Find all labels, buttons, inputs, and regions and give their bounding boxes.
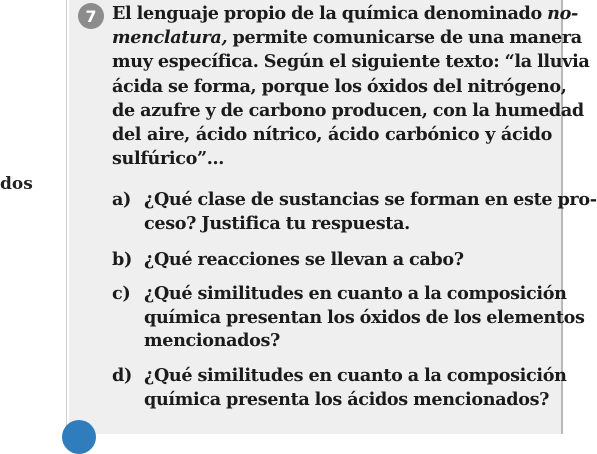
column-divider xyxy=(66,0,67,434)
sub-question-line: ¿Qué similitudes en cuanto a la composición xyxy=(144,365,567,386)
sub-question-letter: a) xyxy=(112,189,132,210)
sub-question-line: ¿Qué reacciones se llevan a cabo? xyxy=(144,249,464,270)
next-question-badge xyxy=(62,420,96,454)
stem-line: muy específica. Según el siguiente texto: “la lluvia xyxy=(112,51,590,73)
stem-line: menclatura, permite comunicarse de una manera xyxy=(112,27,582,49)
sub-question-letter: b) xyxy=(112,249,132,270)
question-stem xyxy=(112,2,590,171)
sub-question-letter: d) xyxy=(112,365,132,386)
sub-question-text xyxy=(144,282,585,353)
question-number-badge: 7 xyxy=(78,3,104,29)
stem-line: sulfúrico”… xyxy=(112,148,225,170)
sub-question-line: mencionados? xyxy=(144,330,280,351)
stem-line: del aire, ácido nítrico, ácido carbónico y ácido xyxy=(112,124,552,146)
stem-line: El lenguaje propio de la química denominado no- xyxy=(112,3,578,24)
sub-question-text xyxy=(144,188,597,235)
stem-line: ácida se forma, porque los óxidos del nitrógeno, xyxy=(112,75,567,97)
sub-question-line: química presentan los óxidos de los elementos xyxy=(144,306,585,328)
sub-question-text xyxy=(144,248,550,272)
previous-column-fragment: dos xyxy=(0,174,33,194)
sub-question-line: ¿Qué clase de sustancias se forman en este pro- xyxy=(144,189,597,210)
stem-line: de azufre y de carbono producen, con la humedad xyxy=(112,99,584,121)
sub-question-line: química presenta los ácidos mencionados? xyxy=(144,388,550,410)
sub-question-line: ¿Qué similitudes en cuanto a la composición xyxy=(144,283,567,304)
sub-question-letter: c) xyxy=(112,283,131,304)
sub-question-text xyxy=(144,364,567,411)
sub-question-line: ceso? Justifica tu respuesta. xyxy=(144,212,410,234)
